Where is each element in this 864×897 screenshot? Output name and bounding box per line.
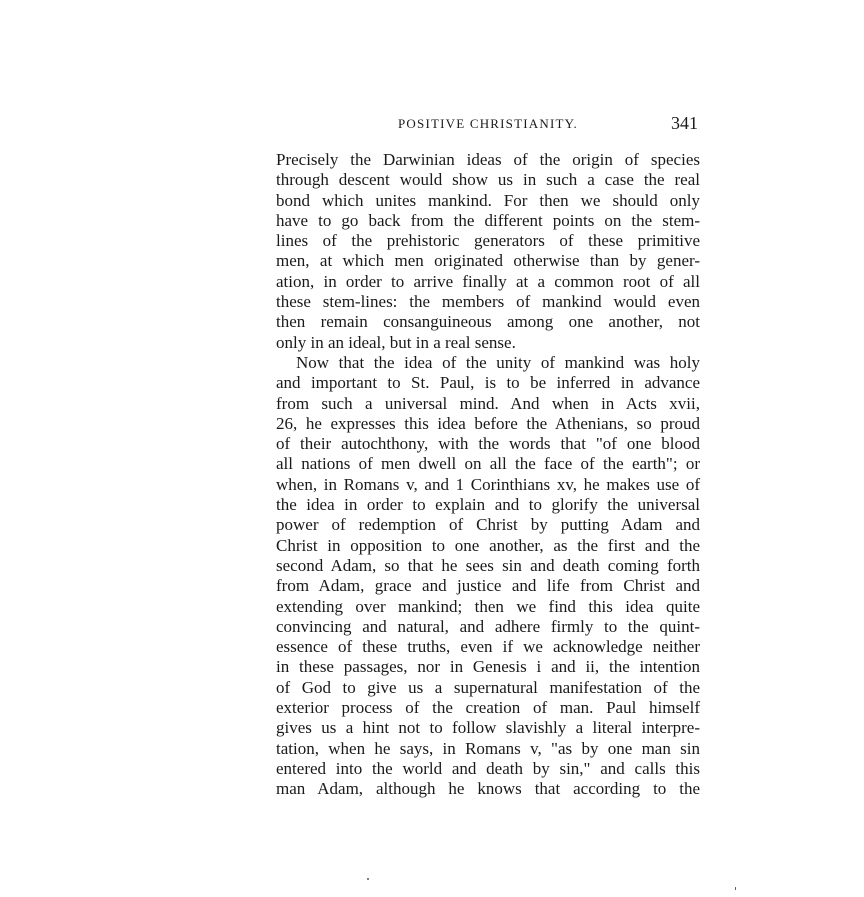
text-line: when, in Romans v, and 1 Corinthians xv, he makes use of [276, 474, 700, 494]
text-line: from Adam, grace and justice and life from Christ and [276, 576, 700, 596]
text-line: Precisely the Darwinian ideas of the origin of species [276, 150, 700, 169]
text-line: in these passages, nor in Genesis i and ii, the intention [276, 657, 700, 677]
text-line: the idea in order to explain and to glorify the universal [276, 495, 700, 515]
text-line: all nations of men dwell on all the face of the earth"; or [276, 454, 700, 474]
text-line: lines of the prehistoric generators of these primitive [276, 231, 700, 251]
text-line: entered into the world and death by sin," and calls this [276, 758, 700, 778]
text-line: of their autochthony, with the words that "of one blood [276, 434, 700, 454]
text-line: convincing and natural, and adhere firmly to the quint- [276, 616, 700, 636]
text-line: power of redemption of Christ by putting Adam and [276, 515, 700, 535]
text-line: have to go back from the different points on the stem- [276, 210, 700, 230]
scan-speck [367, 878, 369, 880]
text-line: these stem-lines: the members of mankind would even [276, 292, 700, 312]
text-line: 26, he expresses this idea before the Athenians, so proud [276, 413, 700, 433]
text-line: tation, when he says, in Romans v, "as by one man sin [276, 738, 700, 758]
text-line: men, at which men originated otherwise than by gener- [276, 251, 700, 271]
text-line: then remain consanguineous among one another, not [276, 312, 700, 332]
text-line: gives us a hint not to follow slavishly a literal interpre- [276, 718, 700, 738]
text-line: from such a universal mind. And when in Acts xvii, [276, 393, 700, 413]
text-line: extending over mankind; then we find this idea quite [276, 596, 700, 616]
text-line: Now that the idea of the unity of mankind was holy [296, 352, 700, 372]
running-title: POSITIVE CHRISTIANITY. [398, 116, 578, 131]
text-line: only in an ideal, but in a real sense. [276, 332, 516, 352]
body-text [276, 150, 700, 800]
running-head [276, 113, 700, 138]
scan-speck [735, 887, 736, 890]
text-line: ation, in order to arrive finally at a common root of all [276, 271, 700, 291]
text-line: exterior process of the creation of man. Paul himself [276, 698, 700, 718]
text-line: through descent would show us in such a case the real [276, 170, 700, 190]
text-line: bond which unites mankind. For then we should only [276, 190, 700, 210]
text-line: Christ in opposition to one another, as the first and the [276, 535, 700, 555]
text-line: and important to St. Paul, is to be inferred in advance [276, 373, 700, 393]
text-line: of God to give us a supernatural manifestation of the [276, 677, 700, 697]
text-line: man Adam, although he knows that according to the [276, 779, 700, 799]
text-line: second Adam, so that he sees sin and death coming forth [276, 555, 700, 575]
text-line: essence of these truths, even if we acknowledge neither [276, 637, 700, 657]
page-number: 341 [671, 113, 698, 133]
